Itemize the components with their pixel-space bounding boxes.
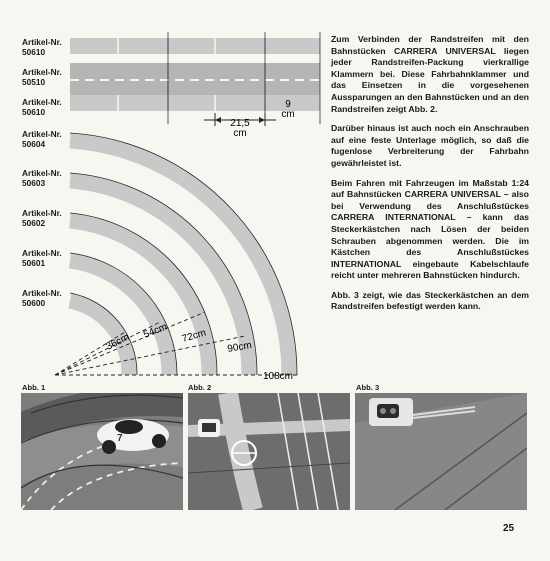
article-label (22, 129, 82, 149)
article-label (22, 168, 82, 188)
article-label (22, 208, 82, 228)
article-number: 50602 (22, 218, 46, 228)
radial-lines (55, 312, 300, 375)
straight-strip-50610-top (70, 38, 320, 54)
article-label-title: Artikel-Nr. (22, 129, 62, 139)
article-label-title: Artikel-Nr. (22, 97, 62, 107)
curved-strips (70, 141, 289, 375)
radius-label-36: 36cm (104, 331, 132, 353)
article-label-title: Artikel-Nr. (22, 37, 62, 47)
article-label (22, 248, 82, 268)
radius-label-72: 72cm (180, 327, 208, 345)
height-unit: cm (281, 109, 295, 120)
article-number: 50601 (22, 258, 46, 268)
height-value: 9 (285, 99, 291, 110)
article-number: 50603 (22, 178, 46, 188)
body-text-column (331, 34, 529, 321)
radius-label-90: 90cm (226, 339, 253, 355)
article-label (22, 97, 82, 117)
article-label-title: Artikel-Nr. (22, 67, 62, 77)
article-label (22, 67, 82, 87)
photo-track-clamp (188, 393, 350, 510)
article-number: 50510 (22, 77, 46, 87)
radius-label-54: 54cm (142, 321, 169, 341)
article-label (22, 37, 82, 57)
paragraph: Zum Verbinden der Randstreifen mit den Bahnstücken CARRERA UNIVERSAL liegen jeder Randstreifen-Packung vierkrallige Klammern bei. Diese Fahrbahnklammer und das Einsetzen in die vorgesehenen Aussparungen an den Bahnstücken und an den Randstreifen zeigt Abb. 2. (331, 34, 529, 114)
article-number: 50610 (22, 47, 46, 57)
article-label-title: Artikel-Nr. (22, 168, 62, 178)
figure-label-3: Abb. 3 (356, 383, 380, 392)
article-label-title: Artikel-Nr. (22, 208, 62, 218)
article-label (22, 288, 82, 308)
photo-connector-box (355, 393, 527, 510)
article-label-title: Artikel-Nr. (22, 288, 62, 298)
photo-race-car (21, 393, 183, 510)
curve-strip-50601 (70, 261, 169, 375)
paragraph: Darüber hinaus ist auch noch ein Anschrauben auf eine feste Unterlage möglich, so daß die fugenlose Verbreiterung der Fahrbahn gewährleistet ist. (331, 123, 529, 168)
width-unit: cm (233, 128, 247, 139)
article-number: 50600 (22, 298, 46, 308)
figure-label-2: Abb. 2 (188, 383, 212, 392)
paragraph: Beim Fahren mit Fahrzeugen im Maßstab 1:24 auf Bahnstücken CARRERA UNIVERSAL – also bei Verwendung des Anschlußstückes CARRERA INTERNATIONAL – kann das Steckerkästchen nach Lösen der beiden Schrauben abgenommen werden. Die im Kästchen des Anschlußstückes INTERNATIONAL eingebaute Kabelschlaufe reicht unter mehreren Bahnstücken hindurch. (331, 177, 529, 281)
figure-label-1: Abb. 1 (22, 383, 46, 392)
article-number: 50610 (22, 107, 46, 117)
article-number: 50604 (22, 139, 46, 149)
curve-strip-50604 (70, 141, 289, 375)
svg-text:7: 7 (117, 433, 123, 444)
paragraph: Abb. 3 zeigt, wie das Steckerkästchen an dem Randstreifen befestigt werden kann. (331, 289, 529, 312)
radius-label-108: 108cm (263, 371, 294, 380)
width-value: 21,5 (230, 118, 250, 129)
page-number: 25 (503, 523, 515, 534)
article-label-title: Artikel-Nr. (22, 248, 62, 258)
straight-strip-50510 (70, 63, 320, 98)
